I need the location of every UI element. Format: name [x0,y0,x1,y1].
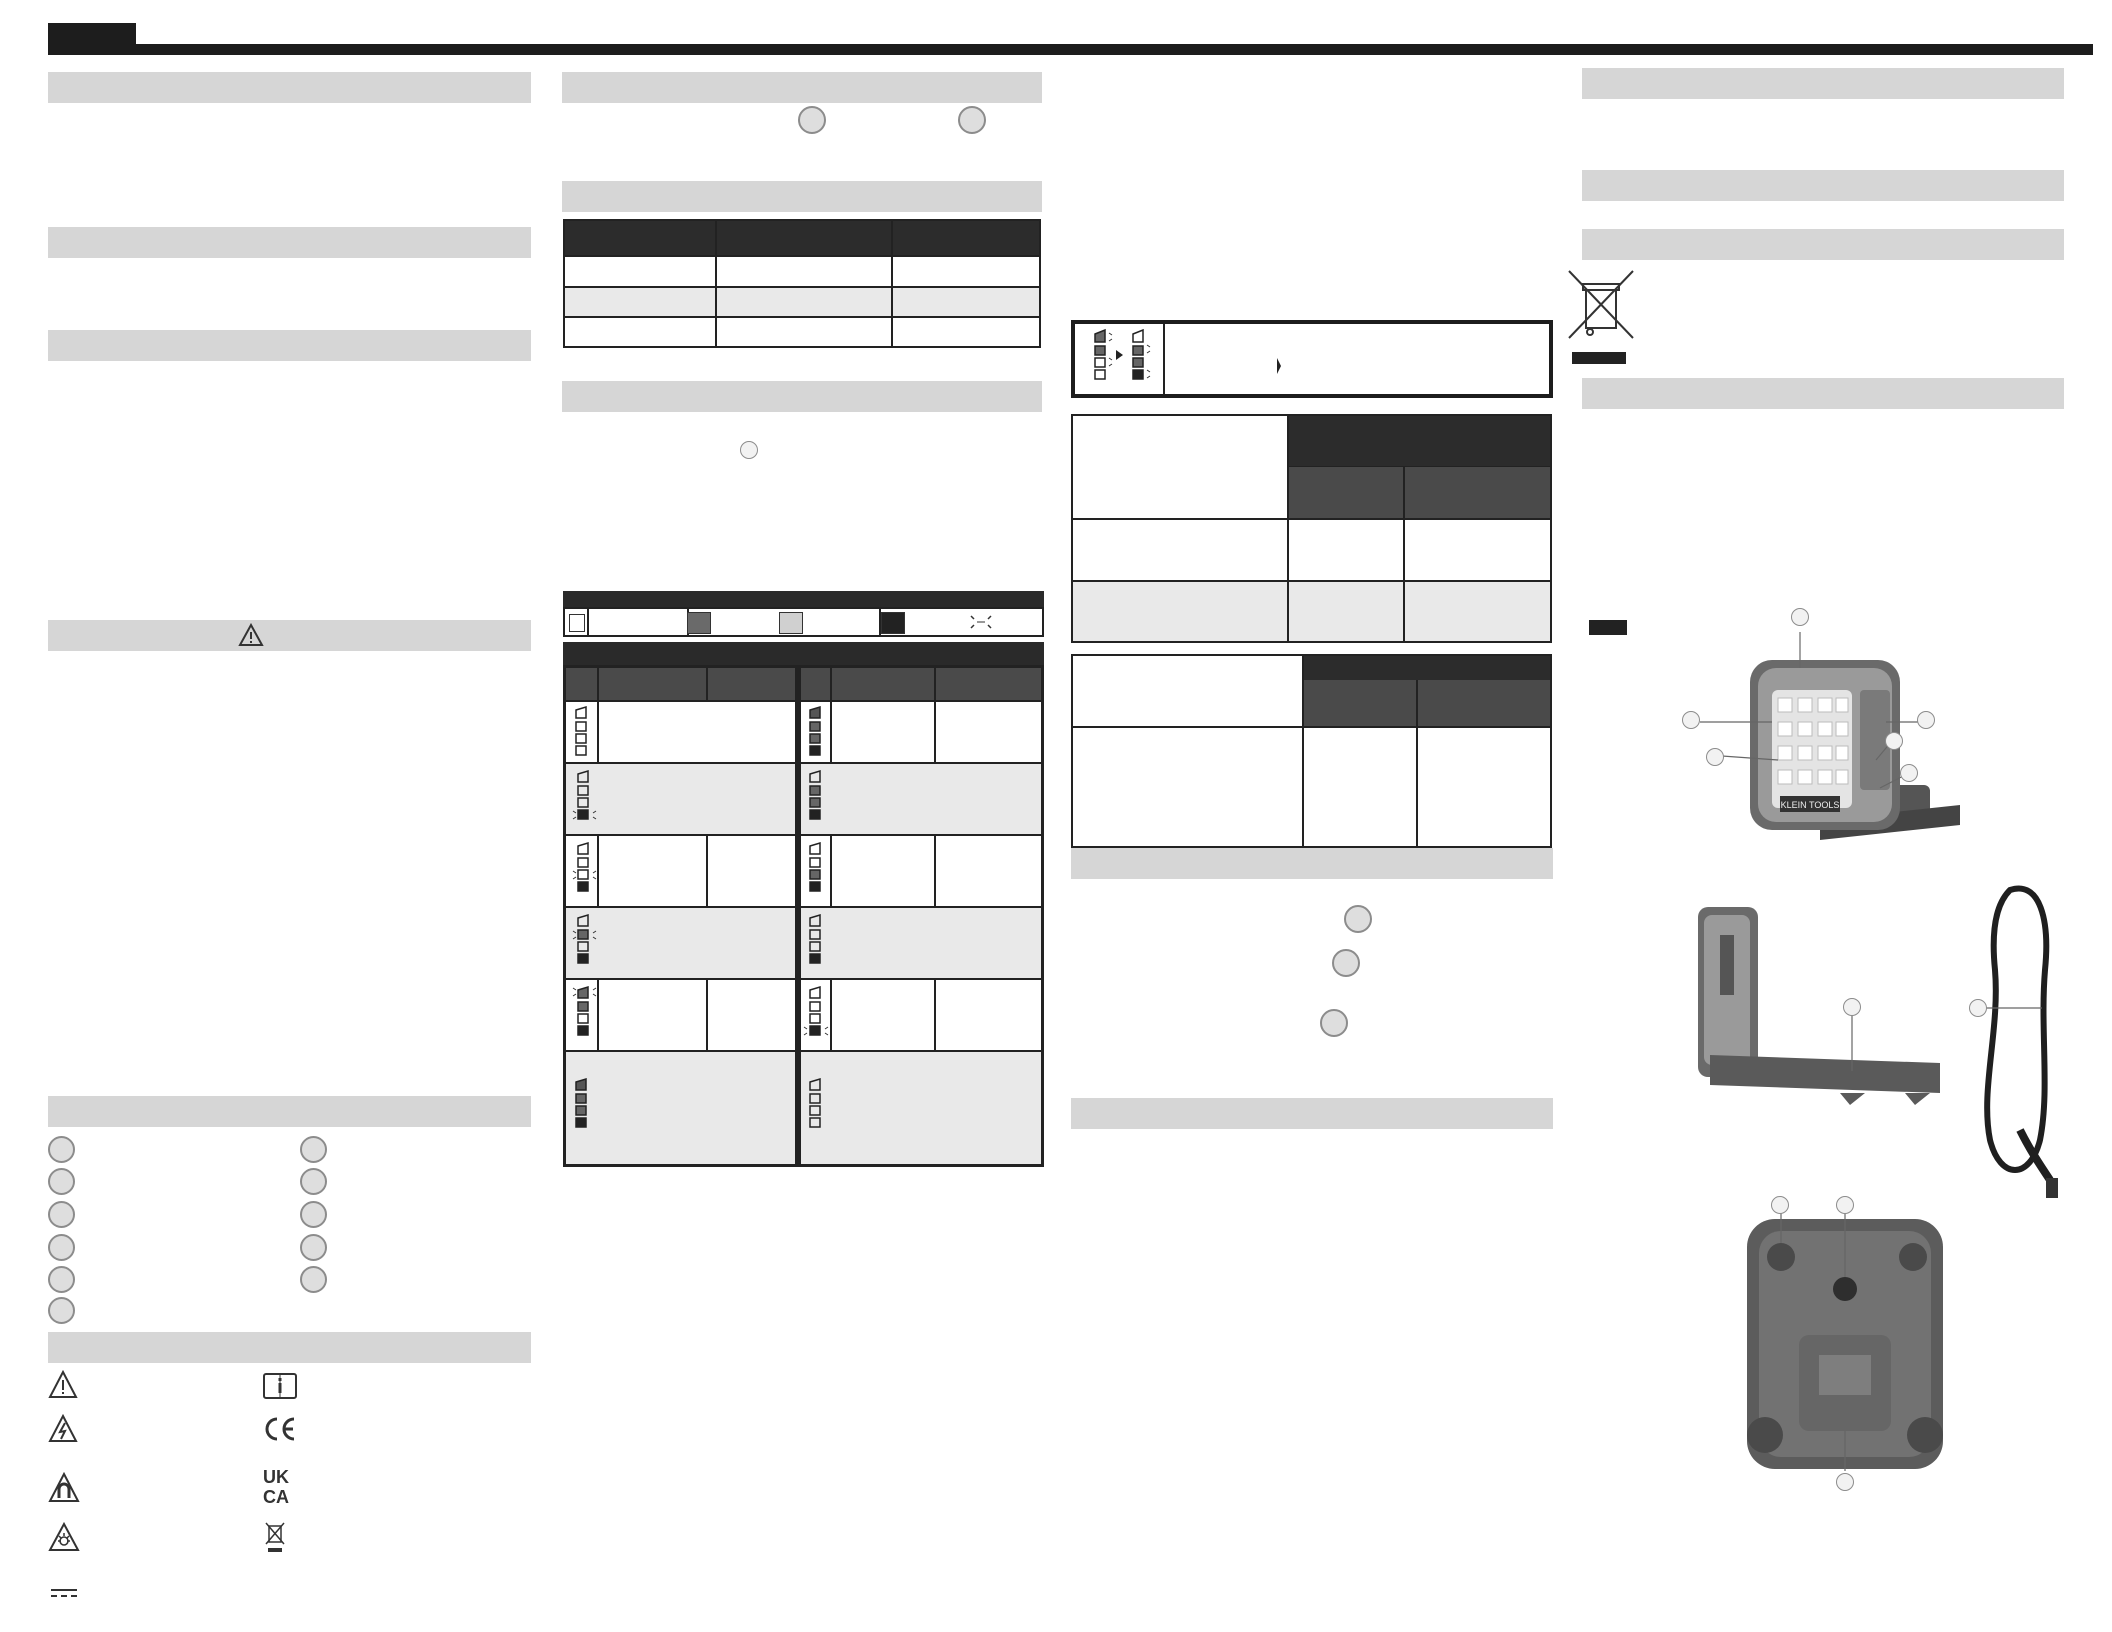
section-header-symbols [48,1332,531,1363]
electric-shock-icon [48,1414,78,1444]
figure-callout [1885,732,1903,750]
svg-text:UK: UK [263,1467,289,1487]
magnetic-field-warning-icon [48,1472,80,1504]
ukca-mark-icon [262,1466,300,1506]
led-state-icon [572,842,598,902]
work-light-back-figure [1735,1195,1955,1485]
warning-triangle-icon [238,623,264,647]
brand-label: KLEIN TOOLS [1780,800,1840,810]
section-header-warnings [48,330,531,361]
figure-callout [1771,1196,1789,1214]
figure-callout [1836,1196,1854,1214]
section-header-safety [48,620,531,651]
led-state-icon [572,706,592,760]
callout-3 [48,1201,75,1228]
indicator-table [563,665,1044,1167]
led-state-icon [572,1078,592,1138]
callout-10 [300,1234,327,1261]
mode-table [563,219,1041,348]
callout-ref-a [798,106,826,134]
header-rule [48,44,2093,55]
led-state-icon [572,914,598,974]
callout-ref-d [1344,905,1372,933]
arrow-right-icon [1276,358,1282,374]
figure-callout [1791,608,1809,626]
callout-ref-e [1332,949,1360,977]
figure-callout [1917,711,1935,729]
ce-mark-icon [262,1415,298,1443]
figure-callout [1900,764,1918,782]
table-row [564,256,1040,286]
legend-label-light [803,609,881,635]
section-header-mode-table [562,181,1042,212]
led-legend [563,607,1044,637]
figure-callout [1843,998,1861,1016]
charge-indicator-box [1071,320,1553,398]
legend-label-on [905,609,967,635]
mode-table-header-3 [892,220,1040,256]
figure-callout [1706,748,1724,766]
led-state-icon [806,706,826,760]
legend-label-dim [711,609,777,635]
warning-triangle-icon [48,1370,78,1400]
callout-4 [48,1234,75,1261]
svg-text:CA: CA [263,1487,289,1506]
led-on-swatch [881,612,905,634]
work-light-kickstand-figure [1690,895,1950,1110]
read-manual-icon [262,1372,298,1400]
callout-9 [300,1201,327,1228]
led-off-swatch [569,614,585,632]
usb-cable-figure [1970,880,2070,1200]
led-state-icon [806,770,826,830]
callout-ref-b [958,106,986,134]
weee-bin-icon [1566,268,1636,366]
callout-ref-f [1320,1009,1348,1037]
section-header-storage [1071,848,1553,879]
section-header-warranty [1582,378,2064,409]
led-state-icon [572,770,598,830]
mode-table-header-1 [564,220,716,256]
weee-bin-icon [264,1520,286,1554]
table-row [564,317,1040,347]
callout-2 [48,1168,75,1195]
callout-5 [48,1266,75,1293]
section-header-disposal [1582,229,2064,260]
bright-light-warning-icon [48,1522,80,1552]
blink-icon [969,614,993,630]
callout-8 [300,1168,327,1195]
legend-title-bar [563,591,1044,607]
callout-6 [48,1297,75,1324]
work-light-front-figure [1680,610,1970,860]
charge-box-text [1175,334,1543,384]
section-header-cleaning [1071,1098,1553,1129]
language-marker [1589,620,1627,635]
indicator-table-title [563,642,1044,665]
section-header-maintenance [1582,68,2064,99]
callout-1 [48,1136,75,1163]
led-state-icon [806,842,826,902]
legend-label-off [587,609,689,635]
dc-current-icon [50,1587,78,1599]
led-state-icon [802,986,830,1046]
mode-table-header-2 [716,220,892,256]
callout-7 [300,1136,327,1163]
figure-callout [1682,711,1700,729]
led-dim-swatch [687,612,711,634]
callout-ref-c [740,441,758,459]
led-state-icon [806,1078,826,1138]
section-header-general [48,72,531,103]
section-header-cleaning-2 [1582,170,2064,201]
callout-11 [300,1266,327,1293]
led-state-icon [806,914,826,974]
section-header-specifications [48,227,531,258]
runtime-table-1 [1071,414,1552,643]
section-header-battery-indicator [562,381,1042,412]
section-header-operation [562,72,1042,103]
charge-sequence-icon [1089,328,1161,390]
figure-callout [1836,1473,1854,1491]
runtime-table-2 [1071,654,1552,848]
led-state-icon [572,986,598,1046]
figure-callout [1969,999,1987,1017]
table-row [564,287,1040,317]
section-header-features [48,1096,531,1127]
led-light-swatch [779,612,803,634]
